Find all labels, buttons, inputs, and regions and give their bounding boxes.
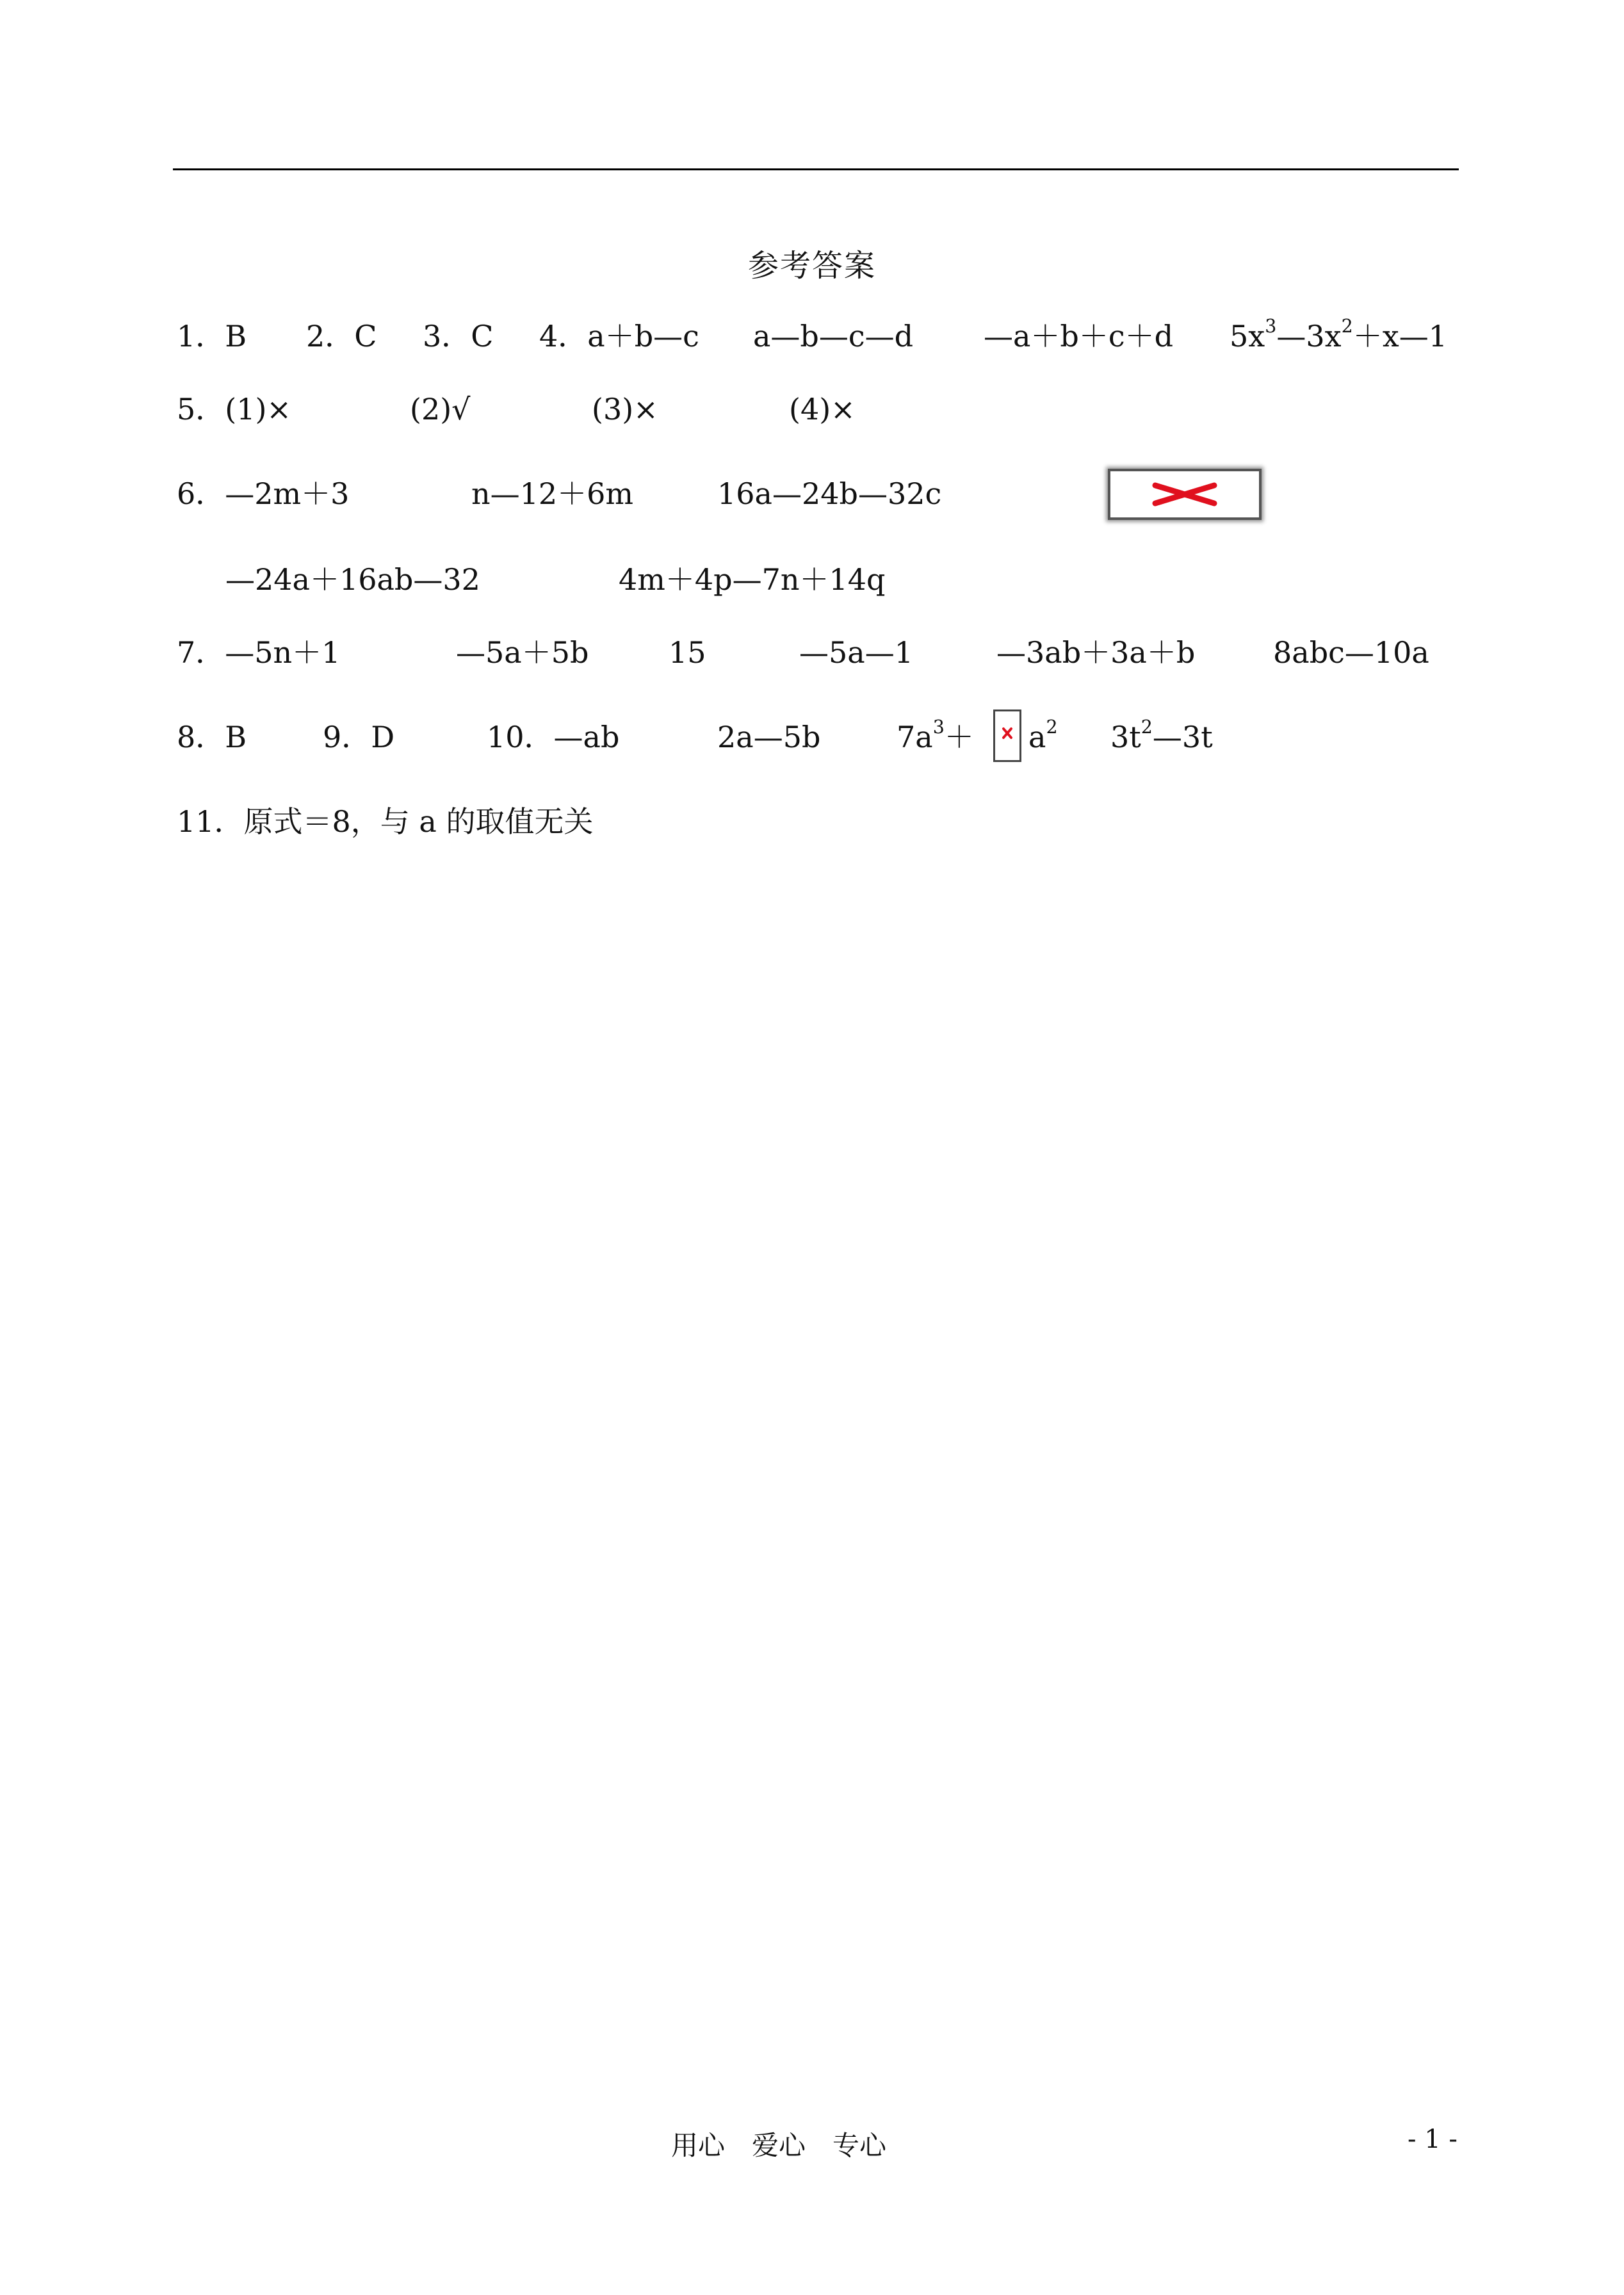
- answer-1: 1．B: [177, 319, 247, 353]
- answer-7-part-1: 7．—5n＋1: [177, 635, 341, 670]
- answer-5-1: 5．(1)×: [177, 392, 291, 426]
- footer-motto: 用心 爱心 专心: [671, 2130, 887, 2161]
- answer-8: 8．B: [177, 720, 247, 754]
- red-x-icon: [995, 711, 1019, 760]
- answer-5-2: (2)√: [410, 392, 471, 426]
- answer-6-part-3: 16a—24b—32c: [717, 476, 942, 511]
- answer-11: 11．原式＝8，与 a 的取值无关: [177, 804, 594, 839]
- answer-7-part-3: 15: [669, 635, 706, 670]
- answer-6-part-1: 6．—2m＋3: [177, 476, 350, 511]
- red-x-icon: [1110, 471, 1259, 517]
- answer-4-part-1: 4．a＋b—c: [539, 319, 699, 353]
- answer-6-part-2: n—12＋6m: [471, 476, 634, 511]
- page-title: 参考答案: [747, 248, 876, 284]
- answer-4-part-3: —a＋b＋c＋d: [984, 319, 1174, 353]
- answer-7-part-6: 8abc—10a: [1273, 635, 1429, 670]
- answer-6-part-5: 4m＋4p—7n＋14q: [619, 562, 886, 597]
- answer-10-part-2: 2a—5b: [717, 720, 821, 754]
- answer-7-part-2: —5a＋5b: [456, 635, 589, 670]
- broken-image-placeholder: [1108, 469, 1262, 520]
- answer-10-part-1: 10．—ab: [487, 720, 620, 754]
- answer-10-part-3b: $a^2$: [1028, 717, 1058, 754]
- answer-7-part-4: —5a—1: [799, 635, 913, 670]
- answer-10-part-4: $3t^2—3t$: [1110, 717, 1213, 754]
- answer-7-part-5: —3ab＋3a＋b: [996, 635, 1196, 670]
- broken-image-placeholder-small: [993, 710, 1021, 762]
- answer-2: 2．C: [306, 319, 377, 353]
- answer-10-part-3a: $7a^3+$: [897, 717, 974, 754]
- answer-5-3: (3)×: [592, 392, 658, 426]
- answer-4-part-4: $5x^3—3x^2+x—1$: [1230, 316, 1447, 353]
- answer-5-4: (4)×: [789, 392, 856, 426]
- header-rule: [173, 168, 1459, 170]
- answer-9: 9．D: [323, 720, 395, 754]
- answer-6-part-4: —24a＋16ab—32: [225, 562, 480, 597]
- answer-3: 3．C: [423, 319, 494, 353]
- answer-4-part-2: a—b—c—d: [753, 319, 914, 353]
- page-number: - 1 -: [1408, 2125, 1458, 2154]
